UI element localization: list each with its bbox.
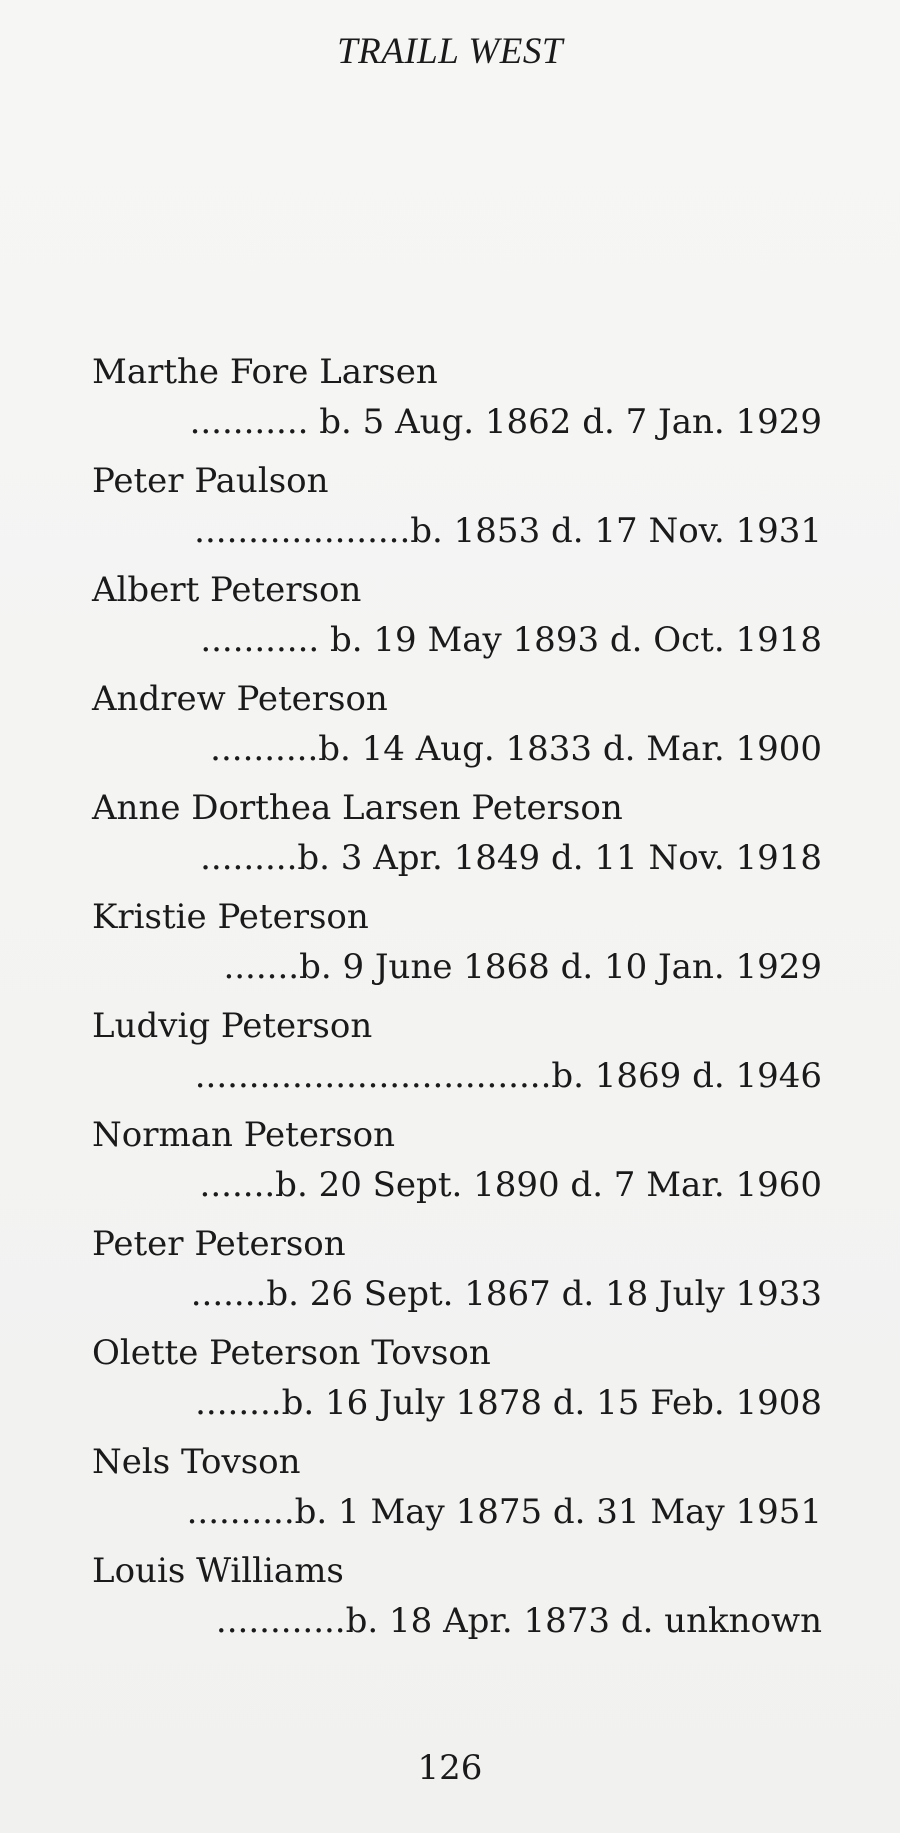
person-name: Norman Peterson — [92, 1115, 396, 1155]
list-item — [92, 1224, 822, 1333]
person-name: Kristie Peterson — [92, 897, 369, 937]
person-name: Louis Williams — [92, 1551, 344, 1591]
person-name: Olette Peterson Tovson — [92, 1333, 491, 1373]
list-item — [92, 1115, 822, 1224]
list-item — [92, 1006, 822, 1115]
person-name: Andrew Peterson — [92, 679, 388, 719]
list-item — [92, 352, 822, 461]
person-name: Ludvig Peterson — [92, 1006, 373, 1046]
list-item — [92, 788, 822, 897]
birth-death-dates: ..........b. 14 Aug. 1833 d. Mar. 1900 — [210, 729, 822, 769]
birth-death-dates: ....................b. 1853 d. 17 Nov. 1931 — [194, 511, 822, 551]
list-item — [92, 461, 822, 570]
birth-death-dates: .......b. 9 June 1868 d. 10 Jan. 1929 — [223, 947, 822, 987]
list-item — [92, 1442, 822, 1551]
birth-death-dates: ........b. 16 July 1878 d. 15 Feb. 1908 — [195, 1383, 822, 1423]
person-name: Anne Dorthea Larsen Peterson — [92, 788, 623, 828]
list-item — [92, 1551, 822, 1660]
person-name: Albert Peterson — [92, 570, 362, 610]
birth-death-dates: .................................b. 1869 d. 1946 — [194, 1056, 822, 1096]
running-head: TRAILL WEST — [337, 31, 563, 72]
person-name: Peter Paulson — [92, 461, 329, 501]
birth-death-dates: ..........b. 1 May 1875 d. 31 May 1951 — [186, 1492, 822, 1532]
list-item — [92, 679, 822, 788]
list-item — [92, 897, 822, 1006]
vital-statistics-list — [92, 352, 822, 1660]
birth-death-dates: .......b. 20 Sept. 1890 d. 7 Mar. 1960 — [199, 1165, 822, 1205]
person-name: Nels Tovson — [92, 1442, 301, 1482]
birth-death-dates: .........b. 3 Apr. 1849 d. 11 Nov. 1918 — [200, 838, 822, 878]
birth-death-dates: .......b. 26 Sept. 1867 d. 18 July 1933 — [190, 1274, 822, 1314]
person-name: Marthe Fore Larsen — [92, 352, 438, 392]
list-item — [92, 570, 822, 679]
page-number: 126 — [417, 1748, 483, 1788]
person-name: Peter Peterson — [92, 1224, 346, 1264]
birth-death-dates: ........... b. 19 May 1893 d. Oct. 1918 — [200, 620, 822, 660]
birth-death-dates: ............b. 18 Apr. 1873 d. unknown — [215, 1601, 822, 1641]
list-item — [92, 1333, 822, 1442]
birth-death-dates: ........... b. 5 Aug. 1862 d. 7 Jan. 1929 — [189, 402, 822, 442]
